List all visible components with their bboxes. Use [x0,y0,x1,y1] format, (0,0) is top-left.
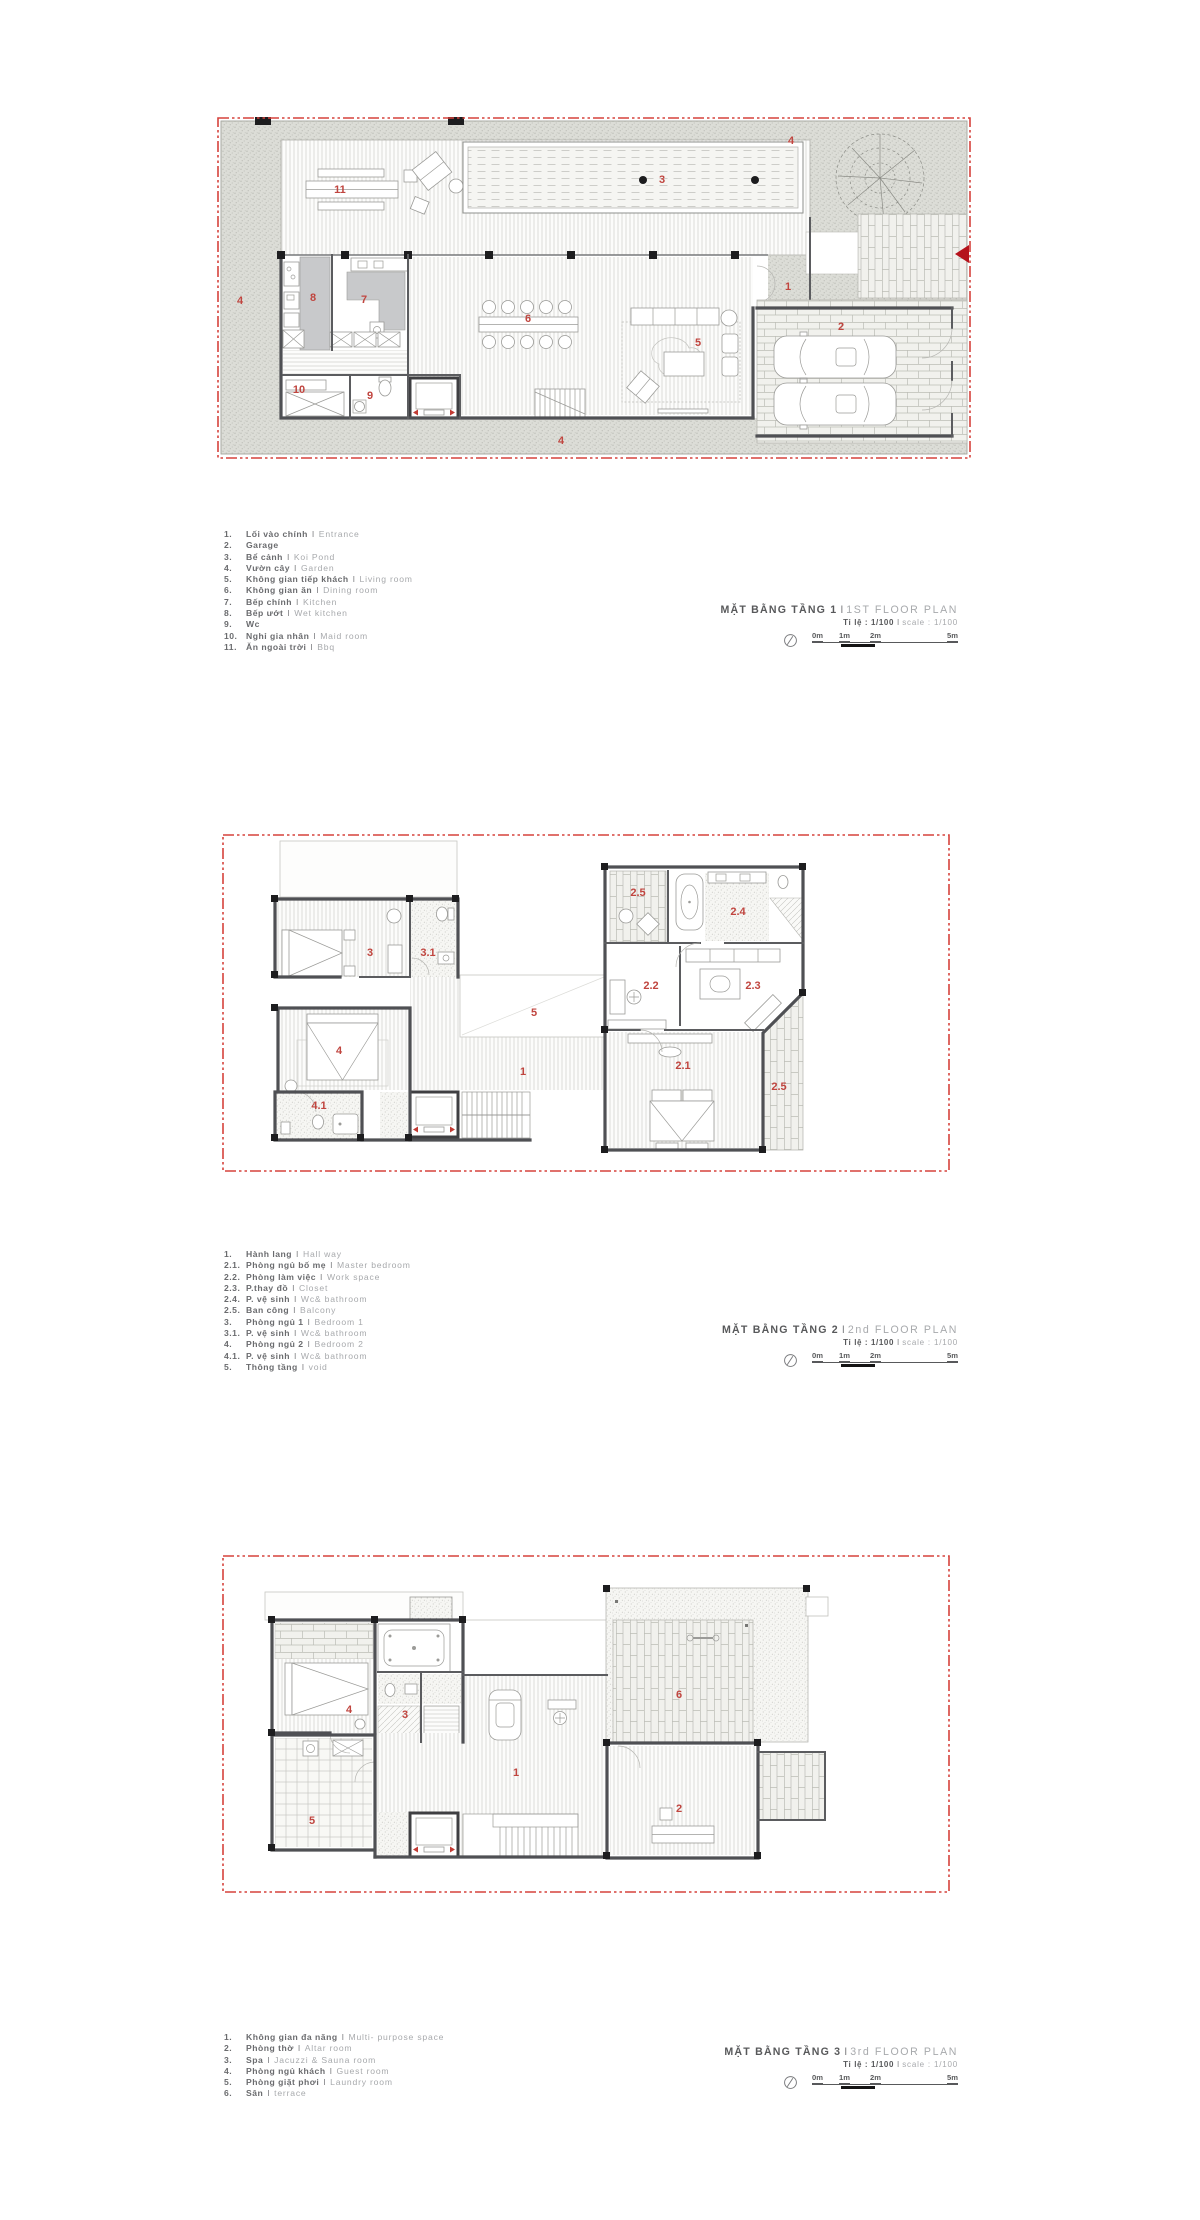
stairs [535,389,585,418]
legend-item: 1. Không gian đa năng I Multi- purpose space [224,2032,445,2042]
room-label: 2.2 [643,980,659,992]
legend-item: 7. Bếp chính I Kitchen [224,596,338,607]
room-label: 3 [366,947,374,959]
legend-item: 2.3. P.thay đồ I Closet [224,1282,329,1293]
room-label: 4 [236,295,244,307]
room-label: 4 [345,1704,353,1716]
legend-item: 10. Nghỉ gia nhân I Maid room [224,630,368,641]
room-label: 4 [787,135,795,147]
legend-item: 5. Phòng giặt phơi I Laundry room [224,2077,393,2088]
floor1-plan-drawing [200,100,1000,470]
room-label: 9 [366,390,374,402]
room-label: 8 [309,292,317,304]
scale-indicator-icon [783,1353,798,1368]
room-label: 6 [524,313,532,325]
balcony-right [763,993,803,1150]
entry-paving [858,214,967,298]
floor3-plan-drawing [210,1545,970,1905]
legend-item: 3. Spa I Jacuzzi & Sauna room [224,2054,377,2065]
floor3-scale-note: Tỉ lệ : 1/100 I scale : 1/100 [843,2060,958,2069]
floor1-scalebar: 0m 1m 2m 5m [812,631,958,645]
entry-step [806,232,858,274]
room-label: 11 [334,184,346,196]
floor1-titleblock [638,604,958,649]
roof-box [806,1597,828,1616]
scale-indicator-icon [783,2075,798,2090]
terrace-deck [613,1620,753,1742]
room-label: 2.5 [771,1081,787,1093]
stairs [463,1814,578,1857]
skylight [410,1597,452,1620]
room-label: 3 [401,1709,409,1721]
elevator [410,378,458,418]
legend-item: 2.5. Ban công I Balcony [224,1305,337,1316]
legend-item: 9. Wc [224,619,260,630]
altar-balcony [758,1752,825,1820]
closet-furniture [686,949,781,1031]
room-label: 2.5 [630,887,646,899]
floor2-plan-drawing [210,825,970,1185]
room-label: 3 [658,174,666,186]
legend-item: 2. Phòng thờ I Altar room [224,2043,353,2054]
spa-jacuzzi [378,1624,450,1672]
room-label: 2.4 [730,906,746,918]
floor1-title: MẶT BẰNG TẦNG 1 I 1ST FLOOR PLAN [720,604,958,616]
wet-kitchen [283,257,330,350]
floor1-scale-note: Tỉ lệ : 1/100 I scale : 1/100 [843,618,958,627]
floor3-titleblock [638,2046,958,2091]
scale-indicator-icon [783,633,798,648]
legend-item: 6. Không gian ăn I Dining room [224,585,379,596]
elevator [410,1813,458,1857]
legend-item: 4. Vườn cây I Garden [224,562,335,573]
room-label: 3.1 [420,947,436,959]
room-label: 1 [784,281,792,293]
legend-item: 1. Lối vào chính I Entrance [224,529,360,539]
floor2-legend [224,1249,411,1373]
room-label: 4.1 [311,1100,327,1112]
room-label: 5 [308,1815,316,1827]
legend-item: 2.2. Phòng làm việc I Work space [224,1271,381,1282]
floor3-title: MẶT BẰNG TẦNG 3 I 3rd FLOOR PLAN [724,2046,958,2058]
room-label: 2.1 [675,1060,691,1072]
legend-item: 1. Hành lang I Hall way [224,1249,342,1259]
floor2-title: MẶT BẰNG TẦNG 2 I 2nd FLOOR PLAN [722,1324,958,1336]
car [774,332,896,382]
legend-item: 3. Phòng ngủ 1 I Bedroom 1 [224,1316,364,1327]
stairs [462,1092,530,1138]
room-label: 2 [837,321,845,333]
room-label: 6 [675,1689,683,1701]
room-label: 1 [512,1767,520,1779]
floor2-scalebar: 0m 1m 2m 5m [812,1351,958,1365]
room-label: 10 [292,384,306,396]
elevator [410,1092,458,1137]
room-label: 2 [675,1803,683,1815]
room-label: 7 [360,294,368,306]
floor3-scalebar: 0m 1m 2m 5m [812,2073,958,2087]
legend-item: 5. Thông tầng I void [224,1361,328,1372]
koi-pond [463,142,803,213]
room-label: 4 [557,435,565,447]
room-label: 5 [530,1007,538,1019]
room-label: 4 [335,1045,343,1057]
legend-item: 2.4. P. vệ sinh I Wc& bathroom [224,1294,368,1305]
room-label: 5 [694,337,702,349]
balcony-top [610,871,666,942]
floor3-legend [224,2032,444,2100]
legend-item: 3.1. P. vệ sinh I Wc& bathroom [224,1328,368,1339]
legend-item: 2. Garage [224,540,279,551]
legend-item: 4.1. P. vệ sinh I Wc& bathroom [224,1350,368,1361]
legend-item: 11. Ăn ngoài trời I Bbq [224,641,335,652]
legend-item: 4. Phòng ngủ 2 I Bedroom 2 [224,1339,364,1350]
floor2-titleblock [638,1324,958,1369]
room-label: 2.3 [745,980,761,992]
car [774,379,896,429]
room-label: 1 [519,1066,527,1078]
floor2-scale-note: Tỉ lệ : 1/100 I scale : 1/100 [843,1338,958,1347]
legend-item: 5. Không gian tiếp khách I Living room [224,574,413,585]
legend-item: 4. Phòng ngủ khách I Guest room [224,2065,390,2076]
roof-outline [280,841,457,897]
legend-item: 2.1. Phòng ngủ bố mẹ I Master bedroom [224,1260,411,1271]
floor1-legend [224,529,413,653]
legend-item: 3. Bể cảnh I Koi Pond [224,551,336,562]
legend-item: 6. Sân I terrace [224,2088,307,2099]
legend-item: 8. Bếp ướt I Wet kitchen [224,608,348,619]
